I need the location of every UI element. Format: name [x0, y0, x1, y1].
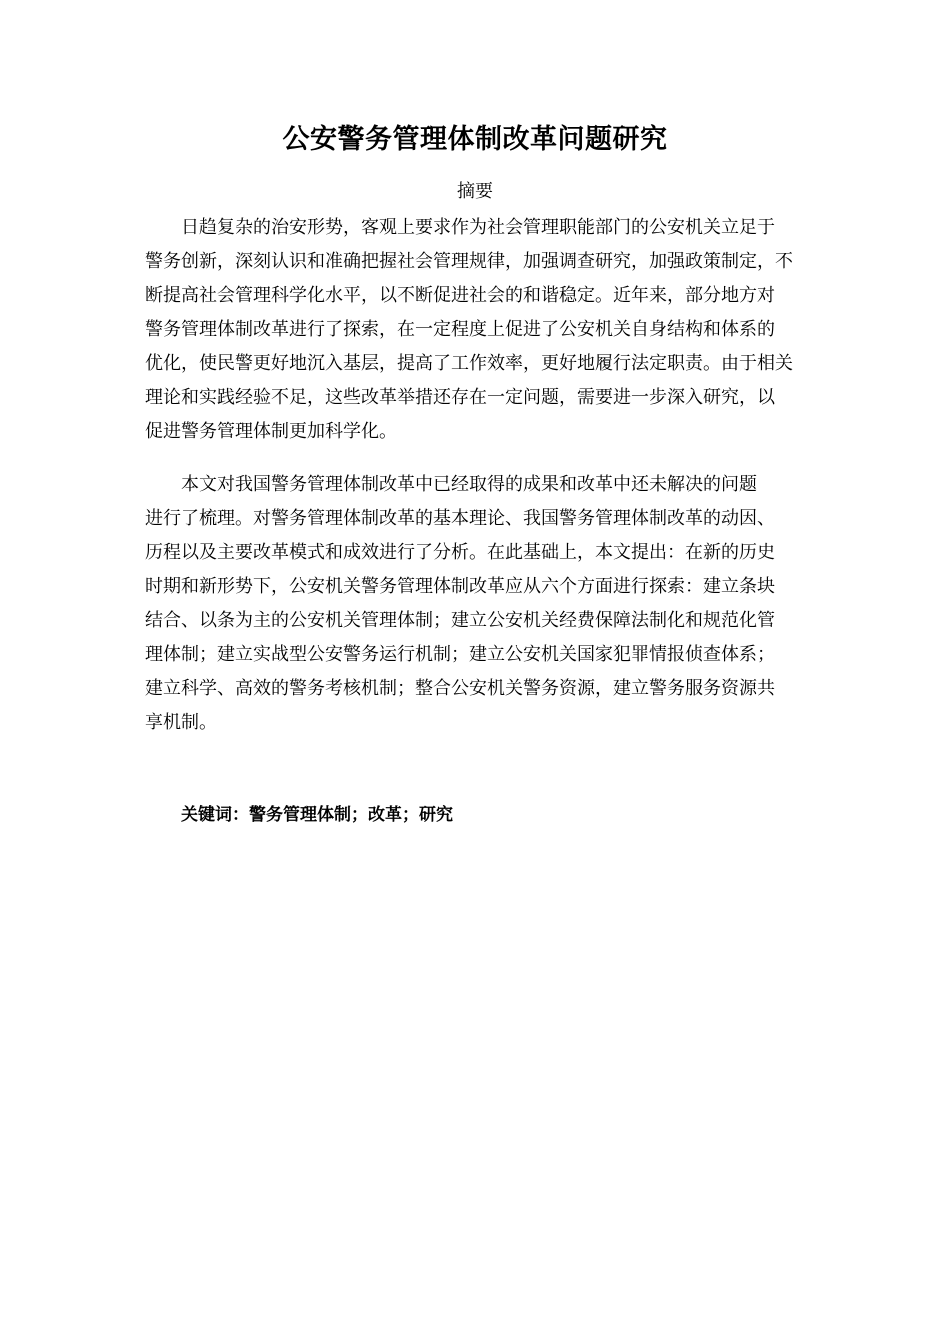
text-line: 警务管理体制改革进行了探索，在一定程度上促进了公安机关自身结构和体系的	[145, 319, 775, 340]
text-line: 结合、以条为主的公安机关管理体制；建立公安机关经费保障法制化和规范化管	[145, 610, 775, 631]
text-line: 时期和新形势下，公安机关警务管理体制改革应从六个方面进行探索：建立条块	[145, 576, 775, 597]
text-line: 进行了梳理。对警务管理体制改革的基本理论、我国警务管理体制改革的动因、	[145, 508, 775, 529]
text-line: 历程以及主要改革模式和成效进行了分析。在此基础上，本文提出：在新的历史	[145, 542, 775, 563]
text-line: 本文对我国警务管理体制改革中已经取得的成果和改革中还未解决的问题	[181, 474, 757, 495]
text-line: 警务创新，深刻认识和准确把握社会管理规律，加强调查研究，加强政策制定，不	[145, 251, 793, 272]
text-line: 享机制。	[145, 712, 217, 733]
text-line: 日趋复杂的治安形势，客观上要求作为社会管理职能部门的公安机关立足于	[181, 217, 775, 238]
keywords-line: 关键词：警务管理体制；改革；研究	[181, 805, 453, 825]
abstract-paragraph-2	[145, 468, 807, 740]
text-line: 优化，使民警更好地沉入基层，提高了工作效率，更好地履行法定职责。由于相关	[145, 353, 793, 374]
text-line: 促进警务管理体制更加科学化。	[145, 421, 397, 442]
abstract-heading: 摘要	[457, 181, 493, 202]
text-line: 理体制；建立实战型公安警务运行机制；建立公安机关国家犯罪情报侦查体系；	[145, 644, 775, 665]
text-line: 断提高社会管理科学化水平，以不断促进社会的和谐稳定。近年来，部分地方对	[145, 285, 775, 306]
text-line: 理论和实践经验不足，这些改革举措还存在一定问题，需要进一步深入研究，以	[145, 387, 775, 408]
document-title: 公安警务管理体制改革问题研究	[282, 124, 668, 155]
abstract-paragraph-1	[145, 211, 807, 449]
text-line: 建立科学、高效的警务考核机制；整合公安机关警务资源，建立警务服务资源共	[145, 678, 775, 699]
